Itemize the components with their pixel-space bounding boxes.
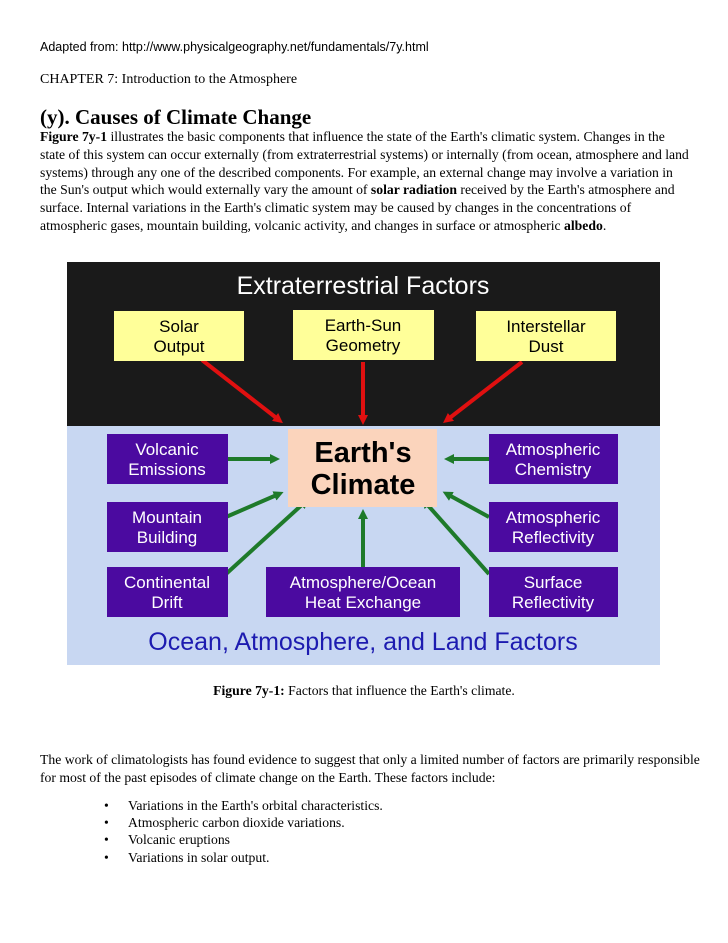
intro-paragraph	[40, 128, 690, 235]
box-volcanic-emissions	[107, 434, 228, 484]
box-label: Surface	[523, 573, 583, 592]
box-label: Chemistry	[514, 460, 592, 479]
caption-text: Factors that influence the Earth's climate.	[284, 683, 515, 698]
box-label: Output	[153, 337, 205, 356]
box-label: Drift	[151, 593, 183, 612]
box-mountain-building	[107, 502, 228, 552]
para-text-c: .	[602, 217, 607, 233]
box-atmospheric-reflectivity	[489, 502, 618, 552]
box-label: Interstellar	[506, 317, 586, 336]
box-label: Continental	[123, 573, 211, 592]
box-label: Heat Exchange	[304, 593, 422, 612]
box-earths-climate	[288, 429, 437, 507]
box-label: Atmospheric	[505, 440, 601, 459]
box-label: Dust	[528, 337, 564, 356]
box-label: Reflectivity	[511, 593, 595, 612]
box-interstellar-dust	[476, 311, 616, 361]
para-text-a: illustrates the basic components that influence the state of the Earth's climatic system. Changes in the state of this system can occur externally (from extraterrestrial systems) or internally (from ocean, atmosphere and land systems) through any one of the described components. For example, an external change may involve a variation in the Sun's output which would externally vary the amount of	[40, 129, 689, 198]
box-solar-output	[114, 311, 244, 361]
chapter-title: CHAPTER 7: Introduction to the Atmosphere	[40, 72, 298, 87]
climate-factors-diagram	[67, 262, 660, 665]
box-label: Atmosphere/Ocean	[289, 573, 437, 592]
source-attribution: Adapted from: http://www.physicalgeography.net/fundamentals/7y.html	[40, 40, 429, 54]
box-label: Building	[136, 528, 198, 547]
box-surface-reflectivity	[489, 567, 618, 617]
factors-list	[100, 797, 383, 866]
box-heat-exchange	[266, 567, 460, 617]
list-item: • Volcanic eruptions	[100, 831, 383, 848]
box-label: Reflectivity	[511, 528, 595, 547]
list-item: • Variations in solar output.	[100, 849, 383, 866]
term-albedo: albedo	[564, 217, 603, 233]
internal-title: Ocean, Atmosphere, and Land Factors	[148, 628, 578, 656]
box-label: Volcanic	[135, 440, 199, 459]
box-label: Mountain	[132, 508, 202, 527]
list-item: • Variations in the Earth's orbital characteristics.	[100, 797, 383, 814]
box-label: Geometry	[325, 336, 401, 355]
term-solar-radiation: solar radiation	[370, 182, 457, 198]
figure-reference: Figure 7y-1	[40, 129, 108, 144]
list-item: • Atmospheric carbon dioxide variations.	[100, 814, 383, 831]
box-continental-drift	[107, 567, 228, 617]
factors-paragraph: The work of climatologists has found evidence to suggest that only a limited number of factors are primarily responsible for most of the past episodes of climate change on the Earth. These factors include:	[40, 752, 700, 785]
para-text-b: received by the Earth's atmosphere and surface. Internal variations in the Earth's climatic system may be caused by changes in the concentrations of atmospheric gases, mountain building, volcanic activity, and changes in surface or atmospheric	[40, 182, 675, 233]
caption-label: Figure 7y-1:	[213, 683, 285, 698]
box-earth-sun-geometry	[293, 310, 434, 360]
box-atmospheric-chemistry	[489, 434, 618, 484]
box-label: Atmospheric	[505, 508, 601, 527]
box-label: Emissions	[128, 460, 206, 479]
figure-caption	[0, 683, 728, 699]
box-label: Earth-Sun	[324, 316, 402, 335]
center-label: Climate	[310, 469, 416, 501]
center-label: Earth's	[314, 437, 412, 469]
box-label: Solar	[159, 317, 199, 336]
external-title: Extraterrestrial Factors	[236, 272, 490, 300]
section-heading: (y). Causes of Climate Change	[40, 105, 312, 129]
